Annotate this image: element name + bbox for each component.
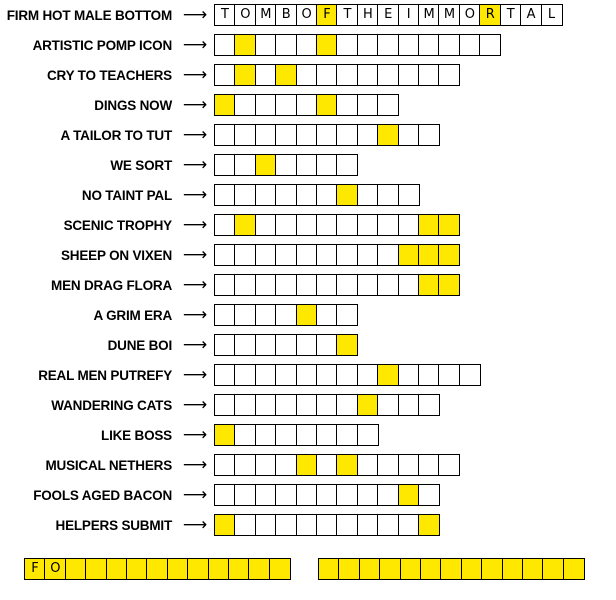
grid-cell[interactable] [357, 244, 379, 266]
answer-bar-cell[interactable] [542, 558, 564, 580]
grid-cell[interactable] [357, 454, 379, 476]
grid-cell[interactable] [255, 394, 277, 416]
clue-row [0, 120, 561, 150]
arrow-icon: ⟶ [182, 364, 208, 385]
grid-cell[interactable] [336, 154, 358, 176]
grid-cell[interactable]: R [479, 4, 501, 26]
grid-cell[interactable] [459, 34, 481, 56]
answer-bar-cell[interactable] [208, 558, 230, 580]
grid-cell[interactable]: M [438, 4, 460, 26]
grid-cell[interactable] [255, 424, 277, 446]
grid-cell[interactable] [377, 274, 399, 296]
grid-cell[interactable] [316, 94, 338, 116]
clue-text: REAL MEN PUTREFY [38, 367, 172, 383]
arrow-icon: ⟶ [182, 304, 208, 325]
answer-grid [214, 94, 398, 116]
grid-cell[interactable] [296, 124, 318, 146]
grid-cell[interactable] [214, 424, 236, 446]
grid-cell[interactable]: M [418, 4, 440, 26]
arrow-icon: ⟶ [182, 214, 208, 235]
grid-cell[interactable] [214, 274, 236, 296]
grid-cell[interactable] [275, 94, 297, 116]
grid-cell[interactable] [234, 244, 256, 266]
answer-grid [214, 424, 377, 446]
grid-cell[interactable] [316, 154, 338, 176]
grid-cell[interactable] [336, 34, 358, 56]
grid-cell[interactable] [275, 274, 297, 296]
answer-bar-cell[interactable] [106, 558, 128, 580]
grid-cell[interactable] [398, 484, 420, 506]
answer-grid [214, 514, 438, 536]
grid-cell[interactable]: A [520, 4, 542, 26]
grid-cell[interactable] [275, 514, 297, 536]
grid-cell[interactable] [459, 364, 481, 386]
answer-bar-cell[interactable] [440, 558, 462, 580]
answer-grid [214, 484, 438, 506]
grid-cell[interactable] [336, 454, 358, 476]
clue-text: FIRM HOT MALE BOTTOM [6, 7, 172, 23]
grid-cell[interactable] [336, 484, 358, 506]
answer-bar-cell[interactable]: F [24, 558, 46, 580]
clue-text: WANDERING CATS [51, 397, 172, 413]
grid-cell[interactable] [234, 124, 256, 146]
grid-cell[interactable] [296, 484, 318, 506]
grid-cell[interactable] [357, 94, 379, 116]
grid-cell[interactable] [316, 34, 338, 56]
answer-bar-cell[interactable] [248, 558, 270, 580]
grid-cell[interactable] [398, 364, 420, 386]
answer-grid [214, 454, 459, 476]
grid-cell[interactable] [214, 334, 236, 356]
grid-cell[interactable] [316, 274, 338, 296]
grid-cell[interactable] [255, 244, 277, 266]
clue-row [0, 480, 561, 510]
grid-cell[interactable] [336, 124, 358, 146]
grid-cell[interactable] [336, 394, 358, 416]
grid-cell[interactable] [418, 214, 440, 236]
grid-cell[interactable] [255, 334, 277, 356]
grid-cell[interactable] [357, 274, 379, 296]
clue-text: A TAILOR TO TUT [60, 127, 172, 143]
grid-cell[interactable] [234, 34, 256, 56]
answer-bar-cell[interactable] [359, 558, 381, 580]
grid-cell[interactable]: O [459, 4, 481, 26]
arrow-icon: ⟶ [182, 334, 208, 355]
grid-cell[interactable] [255, 274, 277, 296]
grid-cell[interactable] [357, 364, 379, 386]
grid-cell[interactable] [336, 64, 358, 86]
grid-cell[interactable] [336, 274, 358, 296]
grid-cell[interactable] [357, 514, 379, 536]
arrow-icon: ⟶ [182, 514, 208, 535]
answer-grid [214, 124, 438, 146]
clue-text: WE SORT [110, 157, 172, 173]
grid-cell[interactable] [234, 454, 256, 476]
answer-grid [214, 4, 561, 26]
grid-cell[interactable] [316, 184, 338, 206]
grid-cell[interactable] [418, 64, 440, 86]
clue-row [0, 180, 561, 210]
arrow-icon: ⟶ [182, 244, 208, 265]
clue-row [0, 0, 561, 30]
grid-cell[interactable] [214, 364, 236, 386]
arrow-icon: ⟶ [182, 454, 208, 475]
arrow-icon: ⟶ [182, 484, 208, 505]
answer-grid [214, 394, 438, 416]
grid-cell[interactable] [377, 244, 399, 266]
grid-cell[interactable] [438, 34, 460, 56]
grid-cell[interactable] [438, 244, 460, 266]
grid-cell[interactable]: H [357, 4, 379, 26]
grid-cell[interactable] [255, 154, 277, 176]
grid-cell[interactable] [438, 64, 460, 86]
answer-bar-cell[interactable] [400, 558, 422, 580]
grid-cell[interactable] [316, 334, 338, 356]
grid-cell[interactable] [214, 304, 236, 326]
answer-bar-cell[interactable] [379, 558, 401, 580]
grid-cell[interactable] [214, 64, 236, 86]
grid-cell[interactable] [296, 214, 318, 236]
answer-bar-cell[interactable] [563, 558, 585, 580]
answer-bar-cell[interactable] [481, 558, 503, 580]
grid-cell[interactable] [234, 514, 256, 536]
arrow-icon: ⟶ [182, 124, 208, 145]
grid-cell[interactable] [214, 214, 236, 236]
grid-cell[interactable] [357, 124, 379, 146]
answer-bar-cell[interactable] [65, 558, 87, 580]
clue-row [0, 90, 561, 120]
answer-grid [214, 214, 459, 236]
clue-row [0, 390, 561, 420]
grid-cell[interactable]: T [500, 4, 522, 26]
grid-cell[interactable] [377, 184, 399, 206]
grid-cell[interactable] [234, 274, 256, 296]
grid-cell[interactable] [398, 454, 420, 476]
clue-row [0, 300, 561, 330]
grid-cell[interactable] [214, 184, 236, 206]
arrow-icon: ⟶ [182, 64, 208, 85]
grid-cell[interactable]: F [316, 4, 338, 26]
clue-row [0, 240, 561, 270]
arrow-icon: ⟶ [182, 184, 208, 205]
grid-cell[interactable] [214, 124, 236, 146]
grid-cell[interactable] [336, 244, 358, 266]
grid-cell[interactable] [398, 244, 420, 266]
grid-cell[interactable] [336, 364, 358, 386]
clue-row [0, 150, 561, 180]
grid-cell[interactable] [296, 94, 318, 116]
grid-cell[interactable] [296, 64, 318, 86]
grid-cell[interactable] [357, 394, 379, 416]
arrow-icon: ⟶ [182, 94, 208, 115]
grid-cell[interactable] [316, 394, 338, 416]
grid-cell[interactable] [418, 124, 440, 146]
clue-text: DINGS NOW [94, 97, 172, 113]
grid-cell[interactable] [296, 154, 318, 176]
grid-cell[interactable] [275, 334, 297, 356]
grid-cell[interactable] [296, 454, 318, 476]
answer-grid [214, 334, 357, 356]
grid-cell[interactable] [357, 184, 379, 206]
grid-cell[interactable] [336, 334, 358, 356]
grid-cell[interactable] [255, 484, 277, 506]
answer-bar-cell[interactable] [318, 558, 340, 580]
grid-cell[interactable] [234, 484, 256, 506]
grid-cell[interactable] [296, 394, 318, 416]
grid-cell[interactable] [438, 214, 460, 236]
grid-cell[interactable] [234, 184, 256, 206]
clue-row [0, 60, 561, 90]
grid-cell[interactable]: E [377, 4, 399, 26]
answer-grid [214, 274, 459, 296]
grid-cell[interactable] [275, 34, 297, 56]
clue-row [0, 270, 561, 300]
grid-cell[interactable] [357, 424, 379, 446]
clue-row [0, 210, 561, 240]
grid-cell[interactable] [357, 484, 379, 506]
grid-cell[interactable] [255, 94, 277, 116]
clue-text: MEN DRAG FLORA [51, 277, 172, 293]
grid-cell[interactable] [275, 64, 297, 86]
clue-text: LIKE BOSS [101, 427, 172, 443]
grid-cell[interactable] [418, 484, 440, 506]
grid-cell[interactable] [316, 304, 338, 326]
grid-cell[interactable] [296, 304, 318, 326]
grid-cell[interactable] [336, 514, 358, 536]
answer-bar-cell[interactable] [338, 558, 360, 580]
grid-cell[interactable] [398, 64, 420, 86]
grid-cell[interactable] [275, 244, 297, 266]
grid-cell[interactable] [316, 364, 338, 386]
clue-text: HELPERS SUBMIT [55, 517, 172, 533]
grid-cell[interactable] [255, 514, 277, 536]
grid-cell[interactable] [214, 154, 236, 176]
arrow-icon: ⟶ [182, 274, 208, 295]
grid-cell[interactable] [336, 424, 358, 446]
grid-cell[interactable] [438, 454, 460, 476]
grid-cell[interactable] [316, 514, 338, 536]
grid-cell[interactable] [377, 514, 399, 536]
grid-cell[interactable] [316, 64, 338, 86]
grid-cell[interactable] [275, 214, 297, 236]
answer-bar-cell[interactable]: O [44, 558, 66, 580]
clue-row [0, 30, 561, 60]
arrow-icon: ⟶ [182, 424, 208, 445]
grid-cell[interactable] [275, 454, 297, 476]
grid-cell[interactable] [336, 184, 358, 206]
arrow-icon: ⟶ [182, 154, 208, 175]
grid-cell[interactable] [214, 484, 236, 506]
grid-cell[interactable]: I [398, 4, 420, 26]
grid-cell[interactable] [296, 184, 318, 206]
grid-cell[interactable] [316, 244, 338, 266]
answer-bar-cell[interactable] [522, 558, 544, 580]
answer-bar-cell[interactable] [228, 558, 250, 580]
grid-cell[interactable] [398, 514, 420, 536]
answer-bar-left[interactable] [24, 558, 289, 580]
grid-cell[interactable] [398, 394, 420, 416]
answer-grid [214, 304, 357, 326]
clue-text: A GRIM ERA [93, 307, 172, 323]
grid-cell[interactable] [377, 484, 399, 506]
arrow-icon: ⟶ [182, 34, 208, 55]
grid-cell[interactable]: O [234, 4, 256, 26]
grid-cell[interactable] [234, 64, 256, 86]
grid-cell[interactable] [255, 454, 277, 476]
grid-cell[interactable] [275, 484, 297, 506]
clue-text: SHEEP ON VIXEN [61, 247, 172, 263]
grid-cell[interactable] [398, 34, 420, 56]
grid-cell[interactable] [336, 214, 358, 236]
grid-cell[interactable] [296, 34, 318, 56]
answer-grid [214, 184, 418, 206]
grid-cell[interactable]: M [255, 4, 277, 26]
grid-cell[interactable] [336, 304, 358, 326]
grid-cell[interactable] [255, 364, 277, 386]
clue-row [0, 450, 561, 480]
grid-cell[interactable] [234, 424, 256, 446]
arrow-icon: ⟶ [182, 394, 208, 415]
grid-cell[interactable] [234, 334, 256, 356]
grid-cell[interactable] [377, 94, 399, 116]
grid-cell[interactable] [255, 214, 277, 236]
grid-cell[interactable]: L [541, 4, 563, 26]
grid-cell[interactable] [479, 34, 501, 56]
grid-cell[interactable] [418, 394, 440, 416]
answer-grid [214, 364, 479, 386]
grid-cell[interactable] [214, 94, 236, 116]
grid-cell[interactable] [377, 214, 399, 236]
grid-cell[interactable] [234, 394, 256, 416]
clue-row [0, 360, 561, 390]
grid-cell[interactable] [316, 424, 338, 446]
grid-cell[interactable] [398, 214, 420, 236]
answer-grid [214, 64, 459, 86]
grid-cell[interactable] [398, 274, 420, 296]
answer-grid [214, 154, 357, 176]
grid-cell[interactable] [418, 34, 440, 56]
grid-cell[interactable] [255, 34, 277, 56]
grid-cell[interactable] [275, 424, 297, 446]
grid-cell[interactable] [234, 154, 256, 176]
grid-cell[interactable] [214, 514, 236, 536]
grid-cell[interactable] [275, 184, 297, 206]
grid-cell[interactable] [234, 364, 256, 386]
grid-cell[interactable]: B [275, 4, 297, 26]
clue-row [0, 420, 561, 450]
grid-cell[interactable] [214, 244, 236, 266]
grid-cell[interactable] [234, 214, 256, 236]
clue-text: ARTISTIC POMP ICON [32, 37, 172, 53]
grid-cell[interactable] [377, 364, 399, 386]
clue-text: MUSICAL NETHERS [45, 457, 172, 473]
grid-cell[interactable] [316, 124, 338, 146]
grid-cell[interactable] [377, 454, 399, 476]
grid-cell[interactable] [275, 364, 297, 386]
answer-bar-cell[interactable] [269, 558, 291, 580]
arrow-icon: ⟶ [182, 4, 208, 25]
grid-cell[interactable]: O [296, 4, 318, 26]
grid-cell[interactable] [296, 514, 318, 536]
answer-bar-right[interactable] [318, 558, 583, 580]
grid-cell[interactable] [275, 304, 297, 326]
grid-cell[interactable] [316, 454, 338, 476]
grid-cell[interactable] [377, 64, 399, 86]
grid-cell[interactable] [296, 334, 318, 356]
grid-cell[interactable] [255, 124, 277, 146]
answer-bar-cell[interactable] [85, 558, 107, 580]
grid-cell[interactable] [296, 424, 318, 446]
grid-cell[interactable] [214, 454, 236, 476]
grid-cell[interactable] [275, 394, 297, 416]
grid-cell[interactable] [438, 274, 460, 296]
answer-bar-cell[interactable] [461, 558, 483, 580]
answer-bar-cell[interactable] [420, 558, 442, 580]
clue-row [0, 330, 561, 360]
answer-bar-cell[interactable] [167, 558, 189, 580]
clue-text: CRY TO TEACHERS [46, 67, 172, 83]
grid-cell[interactable] [255, 64, 277, 86]
grid-cell[interactable] [398, 124, 420, 146]
grid-cell[interactable] [377, 124, 399, 146]
answer-bar-cell[interactable] [146, 558, 168, 580]
grid-cell[interactable] [214, 34, 236, 56]
grid-cell[interactable] [357, 34, 379, 56]
grid-cell[interactable] [316, 484, 338, 506]
grid-cell[interactable] [418, 274, 440, 296]
clue-text: NO TAINT PAL [81, 187, 172, 203]
grid-cell[interactable] [377, 34, 399, 56]
grid-cell[interactable]: T [336, 4, 358, 26]
grid-cell[interactable] [418, 514, 440, 536]
grid-cell[interactable] [275, 124, 297, 146]
grid-cell[interactable]: T [214, 4, 236, 26]
grid-cell[interactable] [255, 304, 277, 326]
grid-cell[interactable] [296, 244, 318, 266]
grid-cell[interactable] [377, 394, 399, 416]
grid-cell[interactable] [234, 94, 256, 116]
clue-text: FOOLS AGED BACON [33, 487, 172, 503]
answer-grid [214, 34, 500, 56]
grid-cell[interactable] [398, 184, 420, 206]
answer-bar-cell[interactable] [187, 558, 209, 580]
answer-bar-cell[interactable] [126, 558, 148, 580]
clue-text: DUNE BOI [107, 337, 172, 353]
grid-cell[interactable] [418, 454, 440, 476]
grid-cell[interactable] [418, 244, 440, 266]
clue-text: SCENIC TROPHY [63, 217, 172, 233]
grid-cell[interactable] [316, 214, 338, 236]
grid-cell[interactable] [296, 274, 318, 296]
grid-cell[interactable] [438, 364, 460, 386]
answer-bar-cell[interactable] [502, 558, 524, 580]
grid-cell[interactable] [214, 394, 236, 416]
grid-cell[interactable] [255, 184, 277, 206]
grid-cell[interactable] [234, 304, 256, 326]
grid-cell[interactable] [336, 94, 358, 116]
grid-cell[interactable] [357, 64, 379, 86]
grid-cell[interactable] [296, 364, 318, 386]
grid-cell[interactable] [275, 154, 297, 176]
answer-grid [214, 244, 459, 266]
grid-cell[interactable] [357, 214, 379, 236]
grid-cell[interactable] [418, 364, 440, 386]
clue-row [0, 510, 561, 540]
